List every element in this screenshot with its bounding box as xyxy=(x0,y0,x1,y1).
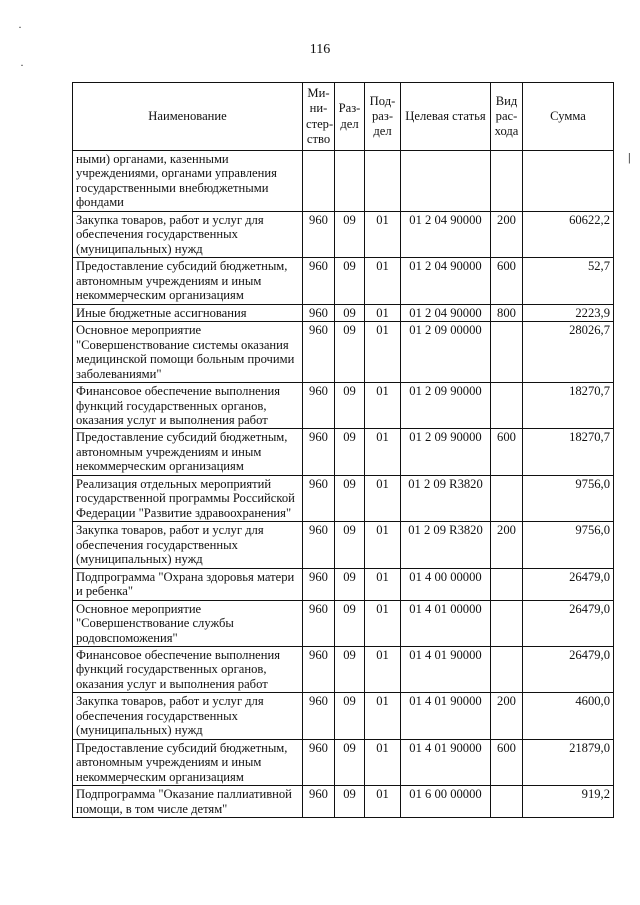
cell-subsection: 01 xyxy=(365,258,401,304)
cell-section: 09 xyxy=(335,522,365,568)
cell-expense-type: 600 xyxy=(491,258,523,304)
cell-amount: 9756,0 xyxy=(523,522,614,568)
table-header-row xyxy=(73,83,614,151)
cell-expense-type: 200 xyxy=(491,211,523,257)
header-ministry: Ми-ни-стер-ство xyxy=(303,83,335,151)
cell-expense-type xyxy=(491,475,523,521)
cell-target: 01 4 01 90000 xyxy=(401,739,491,785)
cell-amount: 21879,0 xyxy=(523,739,614,785)
cell-name: Закупка товаров, работ и услуг для обеспечения государственных (муниципальных) нужд xyxy=(73,693,303,739)
cell-subsection: 01 xyxy=(365,304,401,321)
cell-ministry: 960 xyxy=(303,739,335,785)
cell-amount: 18270,7 xyxy=(523,383,614,429)
cell-amount: 2223,9 xyxy=(523,304,614,321)
cell-name: Финансовое обеспечение выполнения функций государственных органов, оказания услуг и выполнения работ xyxy=(73,383,303,429)
cell-section: 09 xyxy=(335,429,365,475)
cell-section: 09 xyxy=(335,322,365,383)
cell-ministry: 960 xyxy=(303,429,335,475)
cell-expense-type xyxy=(491,647,523,693)
cell-expense-type xyxy=(491,322,523,383)
cell-name: Подпрограмма "Оказание паллиативной помощи, в том числе детям" xyxy=(73,786,303,818)
cell-target: 01 2 09 R3820 xyxy=(401,522,491,568)
cell-name: Финансовое обеспечение выполнения функций государственных органов, оказания услуг и выполнения работ xyxy=(73,647,303,693)
cell-target: 01 4 01 00000 xyxy=(401,600,491,646)
cell-ministry: 960 xyxy=(303,522,335,568)
table-row xyxy=(73,786,614,818)
page-number: 116 xyxy=(309,42,331,57)
cell-target xyxy=(401,151,491,212)
cell-section: 09 xyxy=(335,647,365,693)
cell-expense-type: 600 xyxy=(491,739,523,785)
cell-name: Предоставление субсидий бюджетным, автономным учреждениям и иным некоммерческим организациям xyxy=(73,258,303,304)
cell-subsection xyxy=(365,151,401,212)
table-row xyxy=(73,429,614,475)
cell-section xyxy=(335,151,365,212)
cell-expense-type: 800 xyxy=(491,304,523,321)
cell-ministry: 960 xyxy=(303,693,335,739)
table-row xyxy=(73,151,614,212)
cell-target: 01 2 04 90000 xyxy=(401,304,491,321)
cell-section: 09 xyxy=(335,383,365,429)
header-name: Наименование xyxy=(73,83,303,151)
table-row xyxy=(73,304,614,321)
cell-section: 09 xyxy=(335,739,365,785)
cell-expense-type xyxy=(491,383,523,429)
cell-amount: 9756,0 xyxy=(523,475,614,521)
cell-section: 09 xyxy=(335,568,365,600)
cell-amount: 4600,0 xyxy=(523,693,614,739)
cell-subsection: 01 xyxy=(365,429,401,475)
cell-target: 01 2 09 90000 xyxy=(401,429,491,475)
cell-target: 01 2 04 90000 xyxy=(401,258,491,304)
table-row xyxy=(73,739,614,785)
cell-name: Закупка товаров, работ и услуг для обеспечения государственных (муниципальных) нужд xyxy=(73,522,303,568)
cell-ministry: 960 xyxy=(303,647,335,693)
table-row xyxy=(73,600,614,646)
header-section: Раз-дел xyxy=(335,83,365,151)
cell-ministry: 960 xyxy=(303,568,335,600)
cell-section: 09 xyxy=(335,693,365,739)
cell-name: Предоставление субсидий бюджетным, автономным учреждениям и иным некоммерческим организациям xyxy=(73,429,303,475)
scan-mark: | xyxy=(628,150,631,164)
table-row xyxy=(73,647,614,693)
table-row xyxy=(73,383,614,429)
table-row xyxy=(73,568,614,600)
cell-name: Предоставление субсидий бюджетным, автономным учреждениям и иным некоммерческим организациям xyxy=(73,739,303,785)
cell-section: 09 xyxy=(335,211,365,257)
cell-target: 01 2 09 R3820 xyxy=(401,475,491,521)
cell-amount: 28026,7 xyxy=(523,322,614,383)
cell-name: Иные бюджетные ассигнования xyxy=(73,304,303,321)
header-subsection: Под-раз-дел xyxy=(365,83,401,151)
cell-target: 01 4 01 90000 xyxy=(401,647,491,693)
cell-ministry: 960 xyxy=(303,600,335,646)
cell-name: Основное мероприятие "Совершенствование системы оказания медицинской помощи больным прочими заболеваниями" xyxy=(73,322,303,383)
cell-ministry: 960 xyxy=(303,258,335,304)
table-body xyxy=(73,151,614,818)
cell-amount: 919,2 xyxy=(523,786,614,818)
table-row xyxy=(73,693,614,739)
cell-target: 01 4 01 90000 xyxy=(401,693,491,739)
cell-subsection: 01 xyxy=(365,383,401,429)
cell-subsection: 01 xyxy=(365,600,401,646)
budget-table xyxy=(72,82,614,818)
cell-section: 09 xyxy=(335,475,365,521)
cell-subsection: 01 xyxy=(365,693,401,739)
cell-expense-type: 200 xyxy=(491,693,523,739)
header-target: Целевая статья xyxy=(401,83,491,151)
cell-amount: 26479,0 xyxy=(523,568,614,600)
cell-name: Основное мероприятие "Совершенствование службы родовспоможения" xyxy=(73,600,303,646)
table-row xyxy=(73,475,614,521)
cell-ministry: 960 xyxy=(303,475,335,521)
cell-expense-type xyxy=(491,568,523,600)
scan-mark: · xyxy=(18,20,22,34)
cell-ministry: 960 xyxy=(303,304,335,321)
cell-subsection: 01 xyxy=(365,568,401,600)
cell-ministry: 960 xyxy=(303,322,335,383)
cell-expense-type: 600 xyxy=(491,429,523,475)
cell-target: 01 2 09 90000 xyxy=(401,383,491,429)
cell-subsection: 01 xyxy=(365,522,401,568)
cell-expense-type: 200 xyxy=(491,522,523,568)
cell-subsection: 01 xyxy=(365,475,401,521)
cell-name: Реализация отдельных мероприятий государственной программы Российской Федерации "Развитие здравоохранения" xyxy=(73,475,303,521)
cell-target: 01 2 04 90000 xyxy=(401,211,491,257)
cell-ministry: 960 xyxy=(303,383,335,429)
cell-target: 01 4 00 00000 xyxy=(401,568,491,600)
cell-subsection: 01 xyxy=(365,739,401,785)
cell-amount: 52,7 xyxy=(523,258,614,304)
table-row xyxy=(73,322,614,383)
cell-amount: 18270,7 xyxy=(523,429,614,475)
header-expense-type: Вид рас-хода xyxy=(491,83,523,151)
cell-target: 01 2 09 00000 xyxy=(401,322,491,383)
cell-expense-type xyxy=(491,600,523,646)
cell-name: Закупка товаров, работ и услуг для обеспечения государственных (муниципальных) нужд xyxy=(73,211,303,257)
cell-ministry: 960 xyxy=(303,786,335,818)
cell-section: 09 xyxy=(335,786,365,818)
cell-expense-type xyxy=(491,151,523,212)
cell-name: ными) органами, казенными учреждениями, органами управления государственными внебюджетными фондами xyxy=(73,151,303,212)
cell-amount: 60622,2 xyxy=(523,211,614,257)
cell-section: 09 xyxy=(335,258,365,304)
scan-mark: · xyxy=(20,58,24,72)
cell-ministry: 960 xyxy=(303,211,335,257)
table-row xyxy=(73,258,614,304)
cell-amount xyxy=(523,151,614,212)
cell-expense-type xyxy=(491,786,523,818)
cell-amount: 26479,0 xyxy=(523,600,614,646)
table-row xyxy=(73,211,614,257)
cell-target: 01 6 00 00000 xyxy=(401,786,491,818)
cell-section: 09 xyxy=(335,600,365,646)
header-amount: Сумма xyxy=(523,83,614,151)
cell-subsection: 01 xyxy=(365,786,401,818)
cell-subsection: 01 xyxy=(365,647,401,693)
cell-subsection: 01 xyxy=(365,322,401,383)
table-row xyxy=(73,522,614,568)
cell-name: Подпрограмма "Охрана здоровья матери и ребенка" xyxy=(73,568,303,600)
cell-amount: 26479,0 xyxy=(523,647,614,693)
cell-subsection: 01 xyxy=(365,211,401,257)
cell-ministry xyxy=(303,151,335,212)
cell-section: 09 xyxy=(335,304,365,321)
